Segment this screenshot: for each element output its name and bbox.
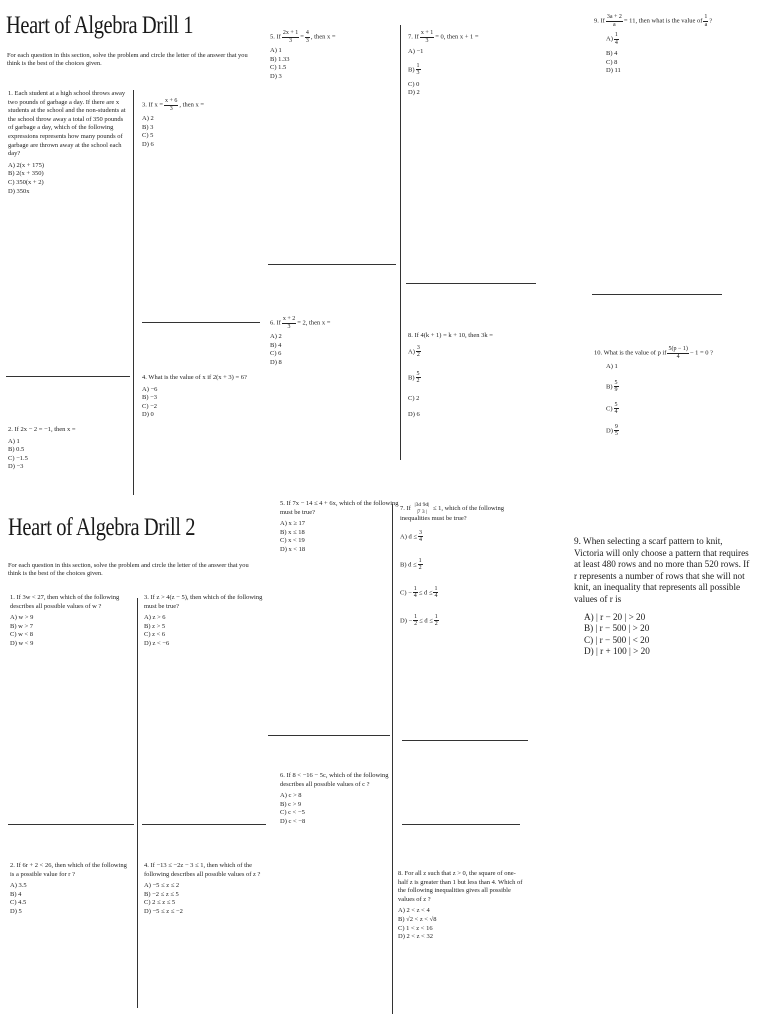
q9-option-d[interactable]: D) 11 <box>606 67 621 75</box>
q3-post: , then x = <box>179 101 204 109</box>
d2-q7-option-c[interactable]: C) − $\frac{1}{4}$ ≤ d ≤ $\frac{1}{4}$ <box>400 585 438 600</box>
q5-option-d[interactable]: D) 3 <box>270 72 282 80</box>
d2-q8-option-a[interactable]: A) 2 < z < 4 <box>398 907 430 915</box>
q1-stem: 1. Each student at a high school throws away two pounds of garbage a day. If there are x students at the school and the non-students at the school throw away a total of 350 pounds of garbage a day, which of the following expressions represents how many pounds of garbage are thrown away at the school each day? <box>8 90 126 158</box>
drill2-q3 <box>144 594 264 649</box>
d2-q7-option-a[interactable]: A) d ≤ $\frac{3}{4}$ <box>400 529 422 544</box>
divider-d1-q5 <box>268 264 396 265</box>
q7-option-d[interactable]: D) 2 <box>408 89 420 97</box>
d2-q9-option-d[interactable]: D) | r + 100 | > 20 <box>584 646 650 657</box>
d2-q1-option-c[interactable]: C) w < 8 <box>10 631 33 639</box>
q6-option-b[interactable]: B) 4 <box>270 341 282 349</box>
d2-q1-option-a[interactable]: A) w > 9 <box>10 614 34 622</box>
d2-q2-option-b[interactable]: B) 4 <box>10 890 22 898</box>
divider-d1-q9 <box>592 294 722 295</box>
drill1-q9: 9. If $\frac{3a + 2}{a}$ = 11, then what is the value of $\frac{1}{a}$ ? A) $\frac{1}{4}$ B) 4 C) 8 D) 11 <box>594 14 764 76</box>
q3-pre: 3. If x = <box>142 101 163 109</box>
divider-d1-q3 <box>142 322 260 323</box>
drill2-q9 <box>574 536 754 658</box>
q6-fraction: $\frac{x + 2}{3}$ <box>282 316 296 330</box>
d2-q5-option-c[interactable]: C) x < 19 <box>280 537 305 545</box>
q6-option-d[interactable]: D) 8 <box>270 358 282 366</box>
d2-q3-option-b[interactable]: B) z > 5 <box>144 622 166 630</box>
drill1-q2 <box>8 426 130 472</box>
d2-q9-option-c[interactable]: C) | r − 500 | < 20 <box>584 634 650 645</box>
drill1-instructions: For each question in this section, solve the problem and circle the letter of the answer that you think is the best of the choices given. <box>7 52 248 67</box>
d2-q6-option-a[interactable]: A) c > 8 <box>280 792 302 800</box>
d2-q6-stem: 6. If 8 < −16 − 5c, which of the following describes all possible values of c ? <box>280 772 389 788</box>
q10-option-d[interactable]: D) $\frac{9}{5}$ <box>606 423 618 438</box>
q9-option-a[interactable]: A) $\frac{1}{4}$ <box>606 32 618 46</box>
d2-q1-option-d[interactable]: D) w < 9 <box>10 639 34 647</box>
q2-option-d[interactable]: D) −3 <box>8 463 24 471</box>
d2-q5-option-d[interactable]: D) x < 18 <box>280 545 306 553</box>
d2-q8-stem: 8. For all z such that z > 0, the square of one-half z is greater than 1 but less than 4. Which of the following inequalities gives all possible values of z ? <box>398 870 523 903</box>
q5-fraction-1: $\frac{2x + 1}{3}$ <box>282 30 299 44</box>
d2-q6-option-c[interactable]: C) c < −5 <box>280 809 305 817</box>
q7-option-c[interactable]: C) 0 <box>408 80 420 88</box>
q3-option-d[interactable]: D) 6 <box>142 140 154 148</box>
q3-fraction: $\frac{x + 6}{3}$ <box>165 98 178 112</box>
q9-option-c[interactable]: C) 8 <box>606 58 618 66</box>
q10-option-a[interactable]: A) 1 <box>606 363 618 370</box>
q4-option-d[interactable]: D) 0 <box>142 411 154 419</box>
q4-option-c[interactable]: C) −2 <box>142 402 158 410</box>
d2-q6-option-b[interactable]: B) c > 9 <box>280 800 302 808</box>
q8-option-b[interactable]: B) $\frac{5}{2}$ <box>408 370 420 385</box>
drill1-q7: 7. If $\frac{x + 1}{3}$ = 0, then x + 1 = A) −1 B) $\frac{1}{3}$ C) 0 D) 2 <box>408 30 538 98</box>
drill2-q6 <box>280 772 390 827</box>
q8-option-d[interactable]: D) 6 <box>408 411 420 419</box>
q4-option-b[interactable]: B) −3 <box>142 394 158 402</box>
d2-q1-option-b[interactable]: B) w > 7 <box>10 622 33 630</box>
d2-q8-option-b[interactable]: B) √2 < z < √8 <box>398 915 437 923</box>
d2-q9-option-a[interactable]: A) | r − 20 | > 20 <box>584 611 646 622</box>
drill1-q5: 5. If $\frac{2x + 1}{3}$ = $\frac{4}{3}$ , then x = A) 1 B) 1.33 C) 1.5 D) 3 <box>270 30 395 81</box>
drill1-q4 <box>142 374 267 420</box>
drill1-title: Heart of Algebra Drill 1 <box>6 12 194 39</box>
q1-option-c[interactable]: C) 350(x + 2) <box>8 178 44 186</box>
divider-d2-col1 <box>137 598 138 1008</box>
q10-option-b[interactable]: B) $\frac{5}{9}$ <box>606 379 618 394</box>
divider-d2-q6 <box>402 824 520 825</box>
q4-stem: 4. What is the value of x if 2(x + 3) = 6? <box>142 374 247 381</box>
divider-d2-q5 <box>268 735 390 736</box>
drill2-q5 <box>280 500 400 555</box>
drill1-q3 <box>142 98 262 149</box>
q3-option-a[interactable]: A) 2 <box>142 115 154 122</box>
q5-fraction-2: $\frac{4}{3}$ <box>305 30 309 44</box>
d2-q4-option-c[interactable]: C) 2 ≤ z ≤ 5 <box>144 899 176 907</box>
d2-q4-option-b[interactable]: B) −2 ≤ z ≤ 5 <box>144 890 179 898</box>
divider-d1-q7 <box>406 283 536 284</box>
q5-option-c[interactable]: C) 1.5 <box>270 64 287 72</box>
q1-option-a[interactable]: A) 2(x + 175) <box>8 161 44 169</box>
q6-option-a[interactable]: A) 2 <box>270 333 282 340</box>
q8-stem: 8. If 4(k + 1) = k + 10, then 3k = <box>408 332 493 339</box>
d2-q3-option-d[interactable]: D) z < −6 <box>144 639 170 647</box>
drill2-q2 <box>10 862 132 917</box>
d2-q3-option-c[interactable]: C) z < 6 <box>144 631 166 639</box>
q5-option-a[interactable]: A) 1 <box>270 47 282 54</box>
d2-q7-matrix: |3d 9d| |7 3 | <box>414 502 430 515</box>
q10-option-c[interactable]: C) $\frac{5}{4}$ <box>606 401 618 416</box>
q7-option-a[interactable]: A) −1 <box>408 48 424 55</box>
drill2-q1 <box>10 594 132 649</box>
d2-q7-option-b[interactable]: B) d ≤ $\frac{1}{2}$ <box>400 557 422 572</box>
d2-q7-option-d[interactable]: D) − $\frac{1}{2}$ ≤ d ≤ $\frac{1}{2}$ <box>400 613 438 628</box>
drill2-instructions: For each question in this section, solve the problem and circle the letter of the answer that you think is the best of the choices given. <box>8 562 249 577</box>
drill1-q8 <box>408 332 538 420</box>
q7-fraction: $\frac{x + 1}{3}$ <box>420 30 434 44</box>
q1-option-b[interactable]: B) 2(x + 350) <box>8 170 44 178</box>
d2-q5-stem: 5. If 7x − 14 ≤ 4 + 6x, which of the following must be true? <box>280 500 399 516</box>
drill2-title: Heart of Algebra Drill 2 <box>8 514 196 541</box>
q8-option-c[interactable]: C) 2 <box>408 394 420 402</box>
q3-option-b[interactable]: B) 3 <box>142 123 154 131</box>
divider-d2-col3 <box>392 504 393 1014</box>
divider-d1-q1 <box>6 376 130 377</box>
d2-q6-option-d[interactable]: D) c < −8 <box>280 817 306 825</box>
d2-q2-option-c[interactable]: C) 4.5 <box>10 899 27 907</box>
drill1-q6: 6. If $\frac{x + 2}{3}$ = 2, then x = A) 2 B) 4 C) 6 D) 8 <box>270 316 395 367</box>
d2-q8-option-c[interactable]: C) 1 < z < 16 <box>398 924 433 932</box>
q2-option-c[interactable]: C) −1.5 <box>8 454 28 462</box>
divider-d2-q1 <box>8 824 134 825</box>
q1-option-d[interactable]: D) 350x <box>8 187 30 195</box>
d2-q4-stem: 4. If −13 ≤ −2z − 3 ≤ 1, then which of the following describes all possible values of z ? <box>144 862 261 878</box>
drill1-q10: 10. What is the value of p if $\frac{5(p - 1)}{4}$ − 1 = 0 ? A) 1 B) $\frac{5}{9}$ C) $\frac{5}{4}$ D) $\frac{9}{5}$ <box>594 346 766 438</box>
d2-q9-stem: 9. When selecting a scarf pattern to knit, Victoria will only choose a pattern that requires at least 480 rows and no more than 520 rows. If r represents a number of rows that she will not knit, an inequality that represents all possible values of r is <box>574 536 750 604</box>
q6-option-c[interactable]: C) 6 <box>270 350 282 358</box>
d2-q4-option-d[interactable]: D) −5 ≤ z ≤ −2 <box>144 907 183 915</box>
q3-option-c[interactable]: C) 5 <box>142 132 154 140</box>
d2-q9-option-b[interactable]: B) | r − 500 | > 20 <box>584 623 650 634</box>
q2-stem: 2. If 2x − 2 = −1, then x = <box>8 426 76 433</box>
d2-q5-option-b[interactable]: B) x ≤ 18 <box>280 528 305 536</box>
d2-q2-option-d[interactable]: D) 5 <box>10 907 22 915</box>
drill2-q4 <box>144 862 268 917</box>
divider-d1-col3 <box>400 25 401 460</box>
q2-option-b[interactable]: B) 0.5 <box>8 446 25 454</box>
d2-q4-option-a[interactable]: A) −5 ≤ z ≤ 2 <box>144 882 180 890</box>
divider-d1-col1 <box>133 90 134 495</box>
d2-q1-stem: 1. If 3w < 27, then which of the following describes all possible values of w ? <box>10 594 120 610</box>
d2-q5-option-a[interactable]: A) x ≥ 17 <box>280 520 306 528</box>
q9-option-b[interactable]: B) 4 <box>606 50 618 57</box>
q10-fraction: $\frac{5(p - 1)}{4}$ <box>668 346 688 360</box>
d2-q2-option-a[interactable]: A) 3.5 <box>10 882 27 890</box>
q5-option-b[interactable]: B) 1.33 <box>270 55 290 63</box>
q2-option-a[interactable]: A) 1 <box>8 437 20 445</box>
divider-d2-q3 <box>142 824 266 825</box>
d2-q2-stem: 2. If 6r + 2 < 26, then which of the following is a possible value for r ? <box>10 862 127 878</box>
d2-q3-stem: 3. If z > 4(z − 5), then which of the following must be true? <box>144 594 263 610</box>
d2-q3-option-a[interactable]: A) z > 6 <box>144 614 166 622</box>
drill2-q8 <box>398 870 524 942</box>
divider-d2-q7 <box>402 740 528 741</box>
drill2-q7: 7. If |3d 9d| |7 3 | ≤ 1, which of the following inequalities must be true? A) d ≤ $\frac{3}{4}$ B) d ≤ $\frac{1}{2}$ C) − $\frac{1}{4}$ ≤ d ≤ $\frac{1}{4}$ D) − $\frac{1}{2}$ ≤ d ≤ $\frac{1}{2}$ <box>400 502 525 628</box>
q9-fraction-2: $\frac{1}{a}$ <box>704 14 708 28</box>
q4-option-a[interactable]: A) −6 <box>142 385 158 393</box>
drill1-q1 <box>8 90 130 196</box>
d2-q8-option-d[interactable]: D) 2 < z < 32 <box>398 933 433 941</box>
q9-fraction: $\frac{3a + 2}{a}$ <box>606 14 622 28</box>
q7-option-b[interactable]: B) $\frac{1}{3}$ <box>408 62 420 77</box>
q8-option-a[interactable]: A) $\frac{3}{2}$ <box>408 344 420 359</box>
